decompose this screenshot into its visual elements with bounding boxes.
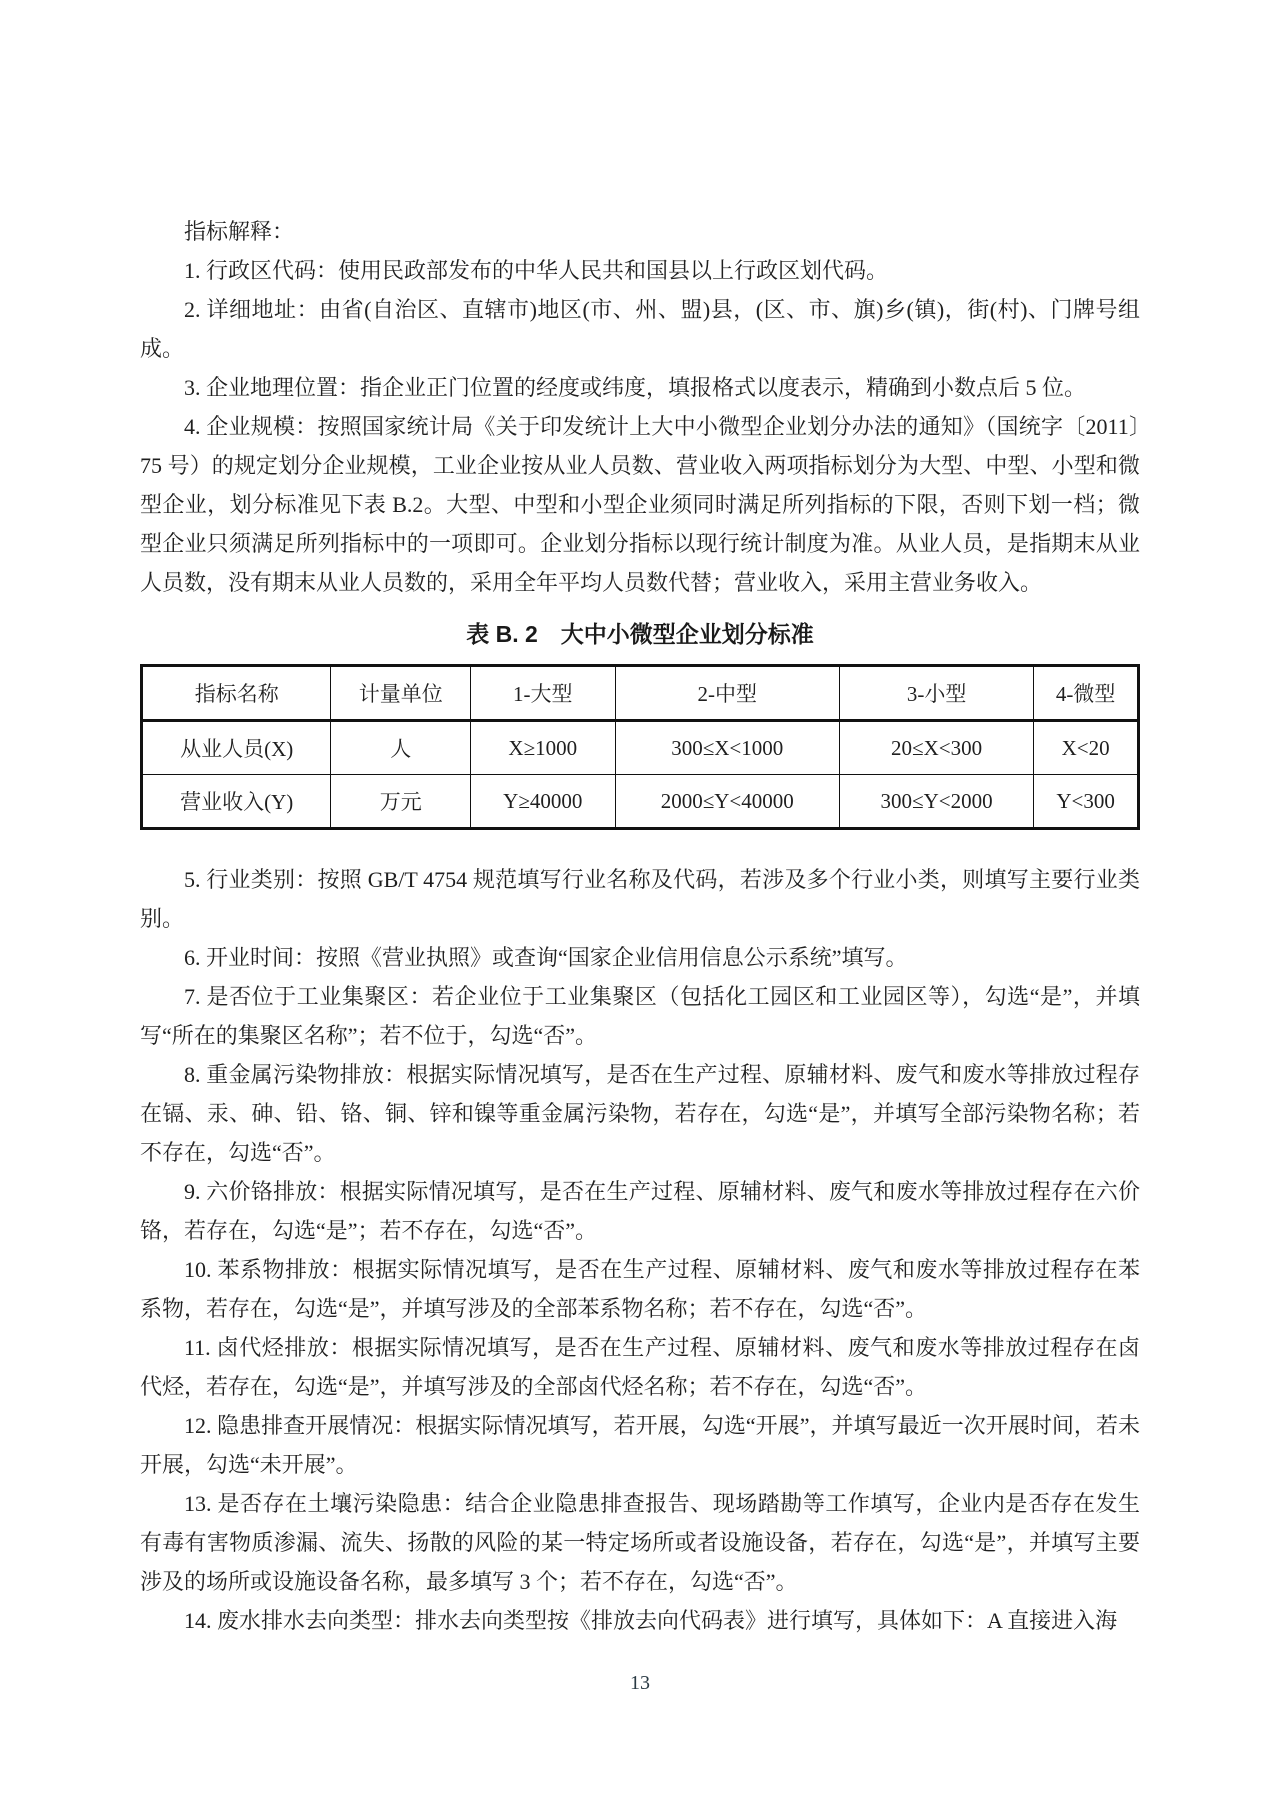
cell-employees-unit: 人 [331,721,471,775]
cell-revenue-micro: Y<300 [1034,775,1139,829]
paragraph-6: 6. 开业时间：按照《营业执照》或查询“国家企业信用信息公示系统”填写。 [184,945,908,970]
paragraph-7: 7. 是否位于工业集聚区：若企业位于工业集聚区（包括化工园区和工业园区等），勾选“是”，并填写“所在的集聚区名称”；若不位于，勾选“否”。 [140,984,1140,1048]
header-indicator-name: 指标名称 [142,666,331,721]
header-small: 3-小型 [839,666,1033,721]
paragraph-14: 14. 废水排水去向类型：排水去向类型按《排放去向代码表》进行填写，具体如下：A 直接进入海 [184,1608,1118,1633]
paragraph-2: 2. 详细地址：由省(自治区、直辖市)地区(市、州、盟)县，(区、市、旗)乡(镇)，街(村)、门牌号组成。 [140,297,1140,361]
table-row [142,721,1139,775]
cell-employees-medium: 300≤X<1000 [615,721,839,775]
header-micro: 4-微型 [1034,666,1139,721]
cell-revenue-name: 营业收入(Y) [142,775,331,829]
paragraph-8: 8. 重金属污染物排放：根据实际情况填写，是否在生产过程、原辅材料、废气和废水等排放过程存在镉、汞、砷、铅、铬、铜、锌和镍等重金属污染物，若存在，勾选“是”，并填写全部污染物名称；若不存在，勾选“否”。 [140,1062,1140,1165]
cell-revenue-medium: 2000≤Y<40000 [615,775,839,829]
cell-employees-micro: X<20 [1034,721,1139,775]
header-large: 1-大型 [471,666,616,721]
table-row [142,775,1139,829]
cell-employees-large: X≥1000 [471,721,616,775]
paragraph-5: 5. 行业类别：按照 GB/T 4754 规范填写行业名称及代码，若涉及多个行业小类，则填写主要行业类别。 [140,867,1140,931]
paragraph-12: 12. 隐患排查开展情况：根据实际情况填写，若开展，勾选“开展”，并填写最近一次开展时间，若未开展，勾选“未开展”。 [140,1413,1140,1477]
cell-employees-small: 20≤X<300 [839,721,1033,775]
section-heading: 指标解释： [184,219,295,244]
paragraph-10: 10. 苯系物排放：根据实际情况填写，是否在生产过程、原辅材料、废气和废水等排放过程存在苯系物，若存在，勾选“是”，并填写涉及的全部苯系物名称；若不存在，勾选“否”。 [140,1257,1140,1321]
paragraph-9: 9. 六价铬排放：根据实际情况填写，是否在生产过程、原辅材料、废气和废水等排放过程存在六价铬，若存在，勾选“是”；若不存在，勾选“否”。 [140,1179,1140,1243]
cell-revenue-large: Y≥40000 [471,775,616,829]
paragraph-3: 3. 企业地理位置：指企业正门位置的经度或纬度，填报格式以度表示，精确到小数点后 5 位。 [184,375,1087,400]
paragraph-1: 1. 行政区代码：使用民政部发布的中华人民共和国县以上行政区划代码。 [184,258,889,283]
cell-revenue-unit: 万元 [331,775,471,829]
header-unit: 计量单位 [331,666,471,721]
table-caption: 表 B. 2 大中小微型企业划分标准 [466,621,814,647]
page-number: 13 [630,1672,650,1694]
paragraph-13: 13. 是否存在土壤污染隐患：结合企业隐患排查报告、现场踏勘等工作填写，企业内是否存在发生有毒有害物质渗漏、流失、扬散的风险的某一特定场所或者设施设备，若存在，勾选“是”，并填写主要涉及的场所或设施设备名称，最多填写 3 个；若不存在，勾选“否”。 [140,1491,1140,1594]
paragraph-4: 4. 企业规模：按照国家统计局《关于印发统计上大中小微型企业划分办法的通知》（国统字〔2011〕75 号）的规定划分企业规模，工业企业按从业人员数、营业收入两项指标划分为大型、中型、小型和微型企业，划分标准见下表 B.2。大型、中型和小型企业须同时满足所列指标的下限，否则下划一档；微型企业只须满足所列指标中的一项即可。企业划分指标以现行统计制度为准。从业人员，是指期末从业人员数，没有期末从业人员数的，采用全年平均人员数代替；营业收入，采用主营业务收入。 [140,414,1140,595]
paragraph-11: 11. 卤代烃排放：根据实际情况填写，是否在生产过程、原辅材料、废气和废水等排放过程存在卤代烃，若存在，勾选“是”，并填写涉及的全部卤代烃名称；若不存在，勾选“否”。 [140,1335,1140,1399]
cell-employees-name: 从业人员(X) [142,721,331,775]
cell-revenue-small: 300≤Y<2000 [839,775,1033,829]
enterprise-size-table [140,664,1140,830]
table-header-row [142,666,1139,721]
header-medium: 2-中型 [615,666,839,721]
